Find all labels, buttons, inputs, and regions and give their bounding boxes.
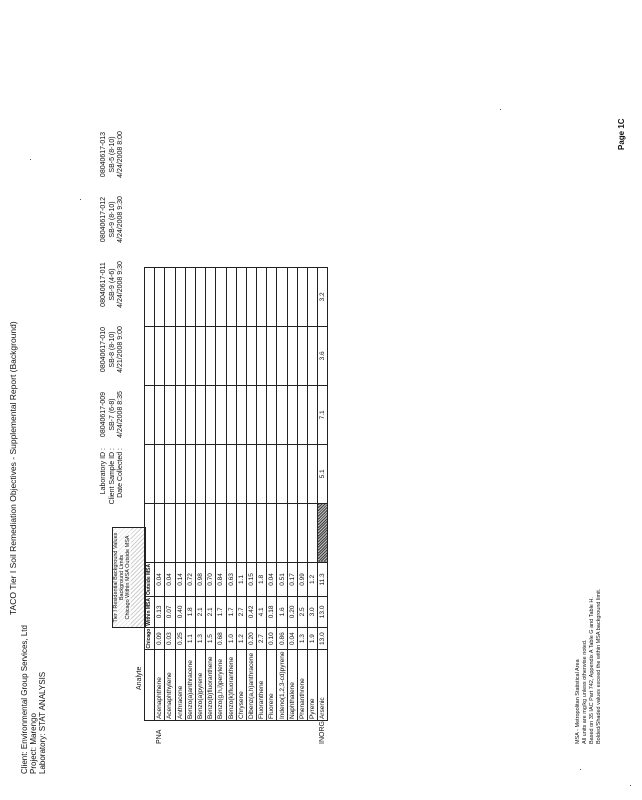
group-label: INORG xyxy=(318,721,326,744)
background-limit-cell: 0.20 xyxy=(246,627,256,650)
sample-result-cell xyxy=(257,326,267,385)
background-limit-cell: 3.0 xyxy=(308,597,318,628)
sample-result-cell xyxy=(257,267,267,326)
sample-result-cell xyxy=(297,503,307,562)
sample-result-cell xyxy=(226,385,236,444)
analyte-name: Naphthalene xyxy=(287,650,297,721)
sample-result-cell xyxy=(195,267,205,326)
background-limit-cell: 0.14 xyxy=(175,562,185,596)
table-row xyxy=(246,267,256,744)
sample-result-cell xyxy=(287,444,297,503)
analyte-name: Arsenic xyxy=(318,650,328,721)
table-row xyxy=(277,267,287,744)
sample-result-cell: 3.2 xyxy=(318,267,328,326)
sample-result-cell xyxy=(185,503,195,562)
sample-result-cell xyxy=(216,503,226,562)
sample-result-cell xyxy=(246,326,256,385)
sample-result-cell: 5.1 xyxy=(318,444,328,503)
sample-result-cell xyxy=(287,326,297,385)
sample-result-cell xyxy=(277,385,287,444)
analyte-name: Benzo(a)anthracene xyxy=(185,650,195,721)
background-limit-cell: 0.04 xyxy=(155,562,165,596)
sample-result-cell xyxy=(246,267,256,326)
sample-result-cell xyxy=(277,444,287,503)
sample-result-cell xyxy=(165,503,175,562)
sample-client-id: SB-5 (8-10) xyxy=(108,136,116,173)
analyte-column-header: Analyte xyxy=(136,666,143,690)
background-limit-cell: 0.40 xyxy=(175,597,185,628)
sample-result-cell xyxy=(175,267,185,326)
footnote: All units are mg/kg unless otherwise noted. xyxy=(582,639,588,744)
sample-info-block xyxy=(100,121,126,534)
sample-result-cell xyxy=(257,385,267,444)
table-row xyxy=(195,267,205,744)
sample-col-header xyxy=(145,326,155,385)
table-row xyxy=(206,267,216,744)
background-limit-cell: 11.3 xyxy=(318,562,328,596)
analyte-name: Benzo(g,h,i)perylene xyxy=(216,650,226,721)
sample-result-cell xyxy=(185,444,195,503)
table-row xyxy=(226,267,236,744)
sample-result-cell xyxy=(287,503,297,562)
analyte-name: Benzo(k)fluoranthene xyxy=(226,650,236,721)
background-limit-cell: 0.07 xyxy=(165,597,175,628)
footnote: MSA - Metropolitan Statistical Area xyxy=(575,659,581,744)
table-header-row xyxy=(145,267,155,744)
sample-result-cell xyxy=(155,267,165,326)
table-row xyxy=(257,267,267,744)
group-label xyxy=(308,721,318,744)
group-label xyxy=(246,721,256,744)
sample-result-cell xyxy=(155,385,165,444)
background-limit-cell: 1.7 xyxy=(226,597,236,628)
background-limits-header-box xyxy=(112,527,146,628)
date-collected-label: Date Collected : xyxy=(117,448,124,498)
sample-result-cell xyxy=(287,267,297,326)
sample-date: 4/21/2008 9:00 xyxy=(117,326,124,373)
sample-result-cell xyxy=(297,385,307,444)
group-label xyxy=(216,721,226,744)
analyte-name: Acenaphthene xyxy=(155,650,165,721)
sample-result-cell xyxy=(206,326,216,385)
background-limit-cell: 0.86 xyxy=(277,627,287,650)
project-label: Project: xyxy=(29,746,38,774)
report-title: TACO Tier I Soil Remediation Objectives - Supplemental Report (Background) xyxy=(8,321,18,615)
background-limit-cell: 1.1 xyxy=(236,562,246,596)
sample-result-cell xyxy=(206,503,216,562)
background-limit-cell: 1.8 xyxy=(185,597,195,628)
group-label xyxy=(267,721,277,744)
sample-result-cell xyxy=(267,326,277,385)
sample-result-cell xyxy=(226,503,236,562)
scan-speck xyxy=(80,199,81,200)
results-table xyxy=(144,267,328,744)
table-row xyxy=(165,267,175,744)
sample-result-cell xyxy=(308,385,318,444)
sample-result-cell xyxy=(236,503,246,562)
group-label xyxy=(297,721,307,744)
sample-result-cell xyxy=(267,267,277,326)
background-limit-cell: 13.0 xyxy=(318,597,328,628)
analyte-name: Phenanthrene xyxy=(297,650,307,721)
sample-result-cell xyxy=(246,444,256,503)
background-limit-cell: 0.51 xyxy=(277,562,287,596)
background-limit-cell: 13.0 xyxy=(318,627,328,650)
background-limit-cell: 0.20 xyxy=(287,597,297,628)
background-limit-cell: 2.5 xyxy=(297,597,307,628)
sample-client-id: SB-7 (6-8) xyxy=(108,398,116,431)
background-limit-cell: 0.04 xyxy=(165,562,175,596)
background-limit-cell: 0.63 xyxy=(226,562,236,596)
background-limit-cell: 0.70 xyxy=(206,562,216,596)
sample-date: 4/24/2008 8:35 xyxy=(117,391,124,438)
sample-result-cell xyxy=(175,326,185,385)
sample-result-cell xyxy=(308,267,318,326)
scan-speck xyxy=(500,109,501,110)
analyte-name: Anthracene xyxy=(175,650,185,721)
sample-result-cell xyxy=(195,503,205,562)
analyte-name: Dibenz(a,h)anthracene xyxy=(246,650,256,721)
sample-result-cell xyxy=(216,385,226,444)
lab-id-label: Laboratory ID : xyxy=(100,448,107,495)
background-limit-cell: 0.42 xyxy=(246,597,256,628)
background-limit-cell: 0.72 xyxy=(185,562,195,596)
background-limit-cell: 2.1 xyxy=(195,597,205,628)
column-header: Chicago xyxy=(145,627,155,650)
sample-result-cell xyxy=(277,503,287,562)
background-limit-cell: 0.68 xyxy=(216,627,226,650)
group-label xyxy=(226,721,236,744)
sample-result-cell xyxy=(267,385,277,444)
footnote: Based on 35 IAC Part 742, Appendix A Table G and Table H. xyxy=(589,597,595,744)
background-limit-cell: 2.1 xyxy=(206,597,216,628)
background-limit-cell: 0.84 xyxy=(216,562,226,596)
group-label xyxy=(257,721,267,744)
sample-result-cell xyxy=(206,385,216,444)
sample-result-cell xyxy=(226,444,236,503)
group-label xyxy=(175,721,185,744)
analyte-name: Fluoranthene xyxy=(257,650,267,721)
analyte-name: Acenaphthylene xyxy=(165,650,175,721)
sample-result-cell xyxy=(155,326,165,385)
page-number: Page 1C xyxy=(617,118,626,150)
background-limit-cell: 1.2 xyxy=(308,562,318,596)
sample-result-cell xyxy=(246,385,256,444)
sample-result-cell xyxy=(236,267,246,326)
sample-result-cell xyxy=(195,444,205,503)
footnote: Bolded/Shaded values exceed the within MSA background limit. xyxy=(596,588,602,744)
background-limit-cell: 0.17 xyxy=(287,562,297,596)
sample-result-cell xyxy=(297,267,307,326)
sample-result-cell xyxy=(308,444,318,503)
background-limit-cell: 1.1 xyxy=(185,627,195,650)
sample-result-cell xyxy=(185,326,195,385)
analyte-name: Fluorene xyxy=(267,650,277,721)
background-limit-cell: 1.8 xyxy=(257,562,267,596)
background-limits-line: Background Limits xyxy=(119,528,125,627)
sample-result-cell xyxy=(206,267,216,326)
background-limit-cell: 1.3 xyxy=(195,627,205,650)
sample-result-cell xyxy=(226,326,236,385)
analyte-name: Pyrene xyxy=(308,650,318,721)
sample-result-cell xyxy=(165,385,175,444)
group-label: PNA xyxy=(155,729,163,744)
sample-result-cell xyxy=(165,326,175,385)
sample-result-cell xyxy=(236,444,246,503)
laboratory-label: Laboratory: xyxy=(38,733,47,774)
sample-col-header xyxy=(145,444,155,503)
background-limit-cell: 1.0 xyxy=(226,627,236,650)
sample-col-header xyxy=(145,267,155,326)
sample-lab-id: 08040617-010 xyxy=(100,326,107,373)
analyte-name: Chrysene xyxy=(236,650,246,721)
sample-result-cell xyxy=(216,444,226,503)
background-limit-cell: 1.5 xyxy=(206,627,216,650)
analyte-name: Benzo(a)pyrene xyxy=(195,650,205,721)
sample-result-cell xyxy=(216,326,226,385)
sample-lab-id: 08040617-013 xyxy=(100,131,107,178)
sample-result-cell xyxy=(155,444,165,503)
sample-result-cell xyxy=(216,267,226,326)
sample-result-cell xyxy=(267,444,277,503)
sample-date: 4/24/2008 9:30 xyxy=(117,196,124,243)
column-header: Within MSA xyxy=(145,597,155,628)
background-limit-cell: 1.6 xyxy=(277,597,287,628)
sample-result-cell xyxy=(175,444,185,503)
sample-result-cell xyxy=(287,385,297,444)
background-limit-cell: 0.18 xyxy=(267,597,277,628)
project-name: Marengo xyxy=(29,713,38,745)
client-sample-id-label: Client Sample ID : xyxy=(108,448,116,505)
results-table-body xyxy=(155,267,328,744)
background-limit-cell: 0.03 xyxy=(165,627,175,650)
background-limit-cell: 0.04 xyxy=(267,562,277,596)
scan-speck xyxy=(30,159,31,160)
sample-client-id: SB-9 (4-6) xyxy=(108,268,116,301)
background-limit-cell: 0.25 xyxy=(175,627,185,650)
background-limit-cell: 0.15 xyxy=(246,562,256,596)
sample-result-cell xyxy=(277,267,287,326)
sample-result-cell xyxy=(155,503,165,562)
scan-speck xyxy=(580,769,581,770)
sample-client-id: SB-9 (8-10) xyxy=(108,201,116,238)
sample-lab-id: 08040617-011 xyxy=(100,262,107,307)
sample-result-cell xyxy=(226,267,236,326)
table-row xyxy=(175,267,185,744)
background-limit-cell: 1.2 xyxy=(236,627,246,650)
sample-result-cell xyxy=(206,444,216,503)
background-limit-cell: 0.09 xyxy=(155,627,165,650)
sample-result-cell xyxy=(257,503,267,562)
table-row xyxy=(297,267,307,744)
analyte-name: Indeno(1,2,3-cd)pyrene xyxy=(278,651,286,720)
sample-result-cell xyxy=(195,326,205,385)
sample-result-cell xyxy=(308,503,318,562)
sample-info-table xyxy=(100,121,126,534)
sample-result-cell xyxy=(175,503,185,562)
sample-result-cell xyxy=(175,385,185,444)
group-label xyxy=(165,721,175,744)
table-row xyxy=(155,267,165,744)
sample-result-cell xyxy=(267,503,277,562)
sample-lab-id: 08040617-009 xyxy=(100,391,107,438)
background-limit-cell: 1.3 xyxy=(297,627,307,650)
background-limit-cell: 2.7 xyxy=(236,597,246,628)
sample-result-cell: 7.1 xyxy=(318,385,328,444)
sample-result-cell xyxy=(246,503,256,562)
background-limit-cell: 0.04 xyxy=(287,627,297,650)
sample-date: 4/24/2008 8:00 xyxy=(117,131,124,178)
background-limit-cell: 0.99 xyxy=(297,562,307,596)
table-row xyxy=(236,267,246,744)
background-limit-cell: 2.7 xyxy=(257,627,267,650)
group-label xyxy=(287,721,297,744)
sample-result-cell xyxy=(236,326,246,385)
laboratory-name: STAT ANALYSIS xyxy=(38,671,47,732)
sample-result-cell xyxy=(195,385,205,444)
footnotes xyxy=(575,589,603,744)
sample-result-cell xyxy=(185,267,195,326)
table-row xyxy=(267,267,277,744)
group-label xyxy=(195,721,205,744)
analyte-name: Benzo(b)fluoranthene xyxy=(206,650,216,721)
table-row xyxy=(318,267,328,744)
sample-result-cell xyxy=(236,385,246,444)
sample-result-cell xyxy=(165,444,175,503)
sample-date: 4/24/2008 9:30 xyxy=(117,261,124,308)
sample-result-cell xyxy=(297,326,307,385)
background-limits-line: Chicago Within MSA Outside MSA xyxy=(125,528,131,627)
sample-result-cell xyxy=(277,326,287,385)
background-limit-cell: 0.10 xyxy=(267,627,277,650)
group-label xyxy=(277,721,287,744)
sample-col-header xyxy=(145,385,155,444)
scan-speck xyxy=(630,785,631,786)
client-label: Client: xyxy=(20,751,29,774)
report-meta xyxy=(20,625,47,774)
table-row xyxy=(185,267,195,744)
table-row xyxy=(287,267,297,744)
sample-result-cell xyxy=(165,267,175,326)
group-label xyxy=(206,721,216,744)
background-limits-line: Tier I Residential Background Values xyxy=(113,528,119,627)
background-limit-cell: 1.9 xyxy=(308,627,318,650)
column-header: Outside MSA xyxy=(145,562,155,596)
sample-result-cell: 3.6 xyxy=(318,326,328,385)
background-limit-cell: 0.98 xyxy=(195,562,205,596)
table-row xyxy=(308,267,318,744)
group-label xyxy=(236,721,246,744)
sample-col-header xyxy=(145,503,155,562)
table-row xyxy=(216,267,226,744)
sample-client-id: SB-8 (8-10) xyxy=(108,331,116,368)
background-limit-cell: 4.1 xyxy=(257,597,267,628)
sample-result-cell xyxy=(297,444,307,503)
analyte-header-cell xyxy=(145,650,155,721)
background-limit-cell: 0.13 xyxy=(155,597,165,628)
background-limit-cell: 1.7 xyxy=(216,597,226,628)
sample-lab-id: 08040617-012 xyxy=(100,196,107,243)
client-name: Environmental Group Services, Ltd xyxy=(20,625,29,750)
sample-result-shaded xyxy=(318,503,328,562)
group-label xyxy=(185,721,195,744)
group-spacer xyxy=(145,721,155,744)
sample-result-cell xyxy=(185,385,195,444)
sample-result-cell xyxy=(308,326,318,385)
sample-result-cell xyxy=(257,444,267,503)
